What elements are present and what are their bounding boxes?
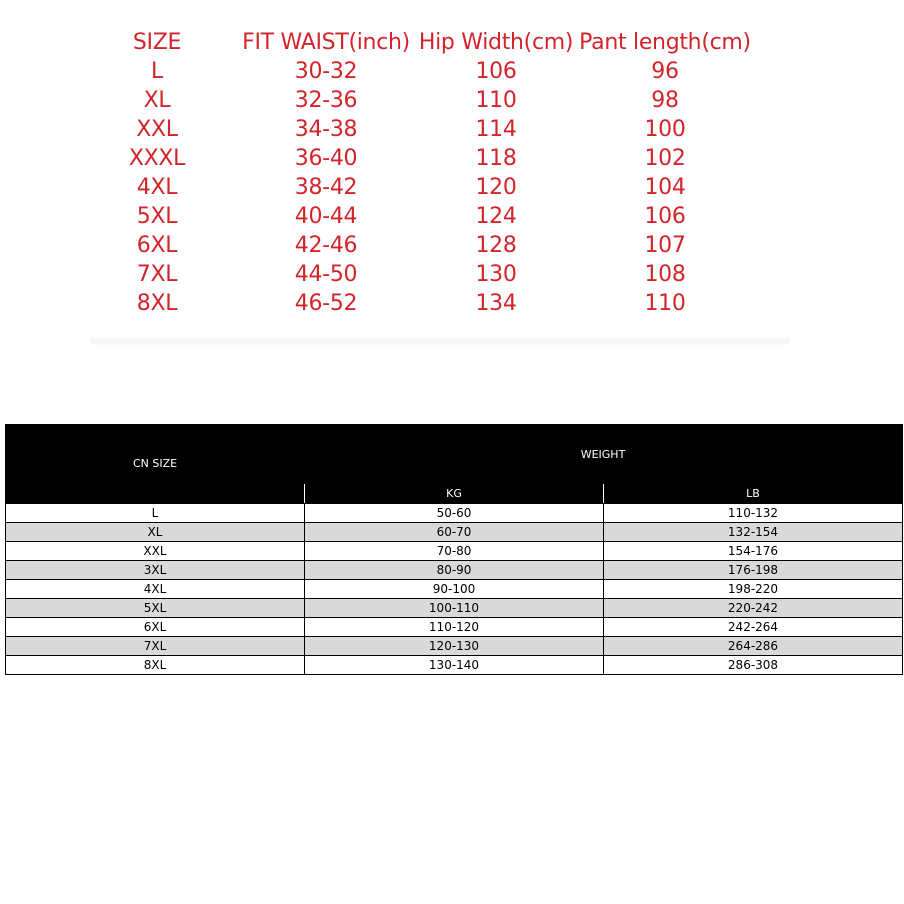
kg-header: KG [446,487,462,500]
size-chart-cell: 100 [644,117,686,142]
size-chart-header: Pant length(cm) [579,30,751,55]
table-cell: 130-140 [305,656,604,674]
size-chart-cell: L [151,59,163,84]
table-row [6,599,902,618]
table-row [6,637,902,656]
size-chart-cell: 104 [644,175,686,200]
header-divider [603,484,604,503]
size-chart-cell: 107 [644,233,686,258]
table-cell: 220-242 [727,601,779,615]
table-row [6,542,902,561]
size-chart-header: SIZE [132,30,182,55]
size-chart-cell: 108 [644,262,686,287]
size-chart-cell: 120 [475,175,517,200]
weight-header: WEIGHT [580,448,626,461]
table-cell: 80-90 [305,561,604,579]
table-row [6,504,902,523]
size-chart-cell: 7XL [136,262,178,287]
size-chart-cell: 46-52 [294,291,358,316]
table-cell: 50-60 [305,504,604,522]
size-chart-cell: 102 [644,146,686,171]
weight-chart-body [5,503,903,675]
size-chart-cell: 40-44 [294,204,358,229]
size-chart-cell: XXL [136,117,178,142]
table-cell: 100-110 [305,599,604,617]
table-cell: 132-154 [727,525,779,539]
divider-shadow [90,336,790,346]
weight-chart-header [5,424,903,503]
size-chart-cell: 34-38 [294,117,358,142]
size-chart-cell: 110 [475,88,517,113]
table-cell: 5XL [6,599,305,617]
table-cell: 264-286 [727,639,779,653]
size-chart-cell: 98 [651,88,679,113]
table-cell: 198-220 [727,582,779,596]
table-cell: 3XL [6,561,305,579]
table-cell: 110-120 [305,618,604,636]
table-cell: 4XL [6,580,305,598]
table-cell: 110-132 [727,506,779,520]
table-row [6,618,902,637]
size-chart-cell: 5XL [136,204,178,229]
size-chart-cell: 44-50 [294,262,358,287]
lb-header: LB [746,487,760,500]
table-cell: XXL [6,542,305,560]
size-chart-cell: 36-40 [294,146,358,171]
table-row [6,561,902,580]
size-chart-cell: 38-42 [294,175,358,200]
table-cell: 60-70 [305,523,604,541]
size-chart-cell: XL [143,88,171,113]
table-row [6,523,902,542]
table-cell: 70-80 [305,542,604,560]
table-cell: 90-100 [305,580,604,598]
size-chart [0,0,904,360]
table-row [6,656,902,674]
size-chart-cell: 130 [475,262,517,287]
table-cell: 120-130 [305,637,604,655]
table-cell: 7XL [6,637,305,655]
size-chart-cell: 32-36 [294,88,358,113]
table-cell: XL [6,523,305,541]
size-chart-cell: 134 [475,291,517,316]
table-cell: 242-264 [727,620,779,634]
size-chart-cell: 106 [475,59,517,84]
size-chart-cell: 118 [475,146,517,171]
table-cell: L [6,504,305,522]
table-cell: 154-176 [727,544,779,558]
size-chart-cell: XXXL [128,146,186,171]
size-chart-cell: 110 [644,291,686,316]
size-chart-cell: 114 [475,117,517,142]
size-chart-header: FIT WAIST(inch) [242,30,410,55]
table-cell: 8XL [6,656,305,674]
size-chart-header: Hip Width(cm) [418,30,574,55]
size-chart-cell: 4XL [136,175,178,200]
cn-size-header: CN SIZE [132,457,178,470]
size-chart-cell: 106 [644,204,686,229]
size-chart-cell: 8XL [136,291,178,316]
size-chart-cell: 42-46 [294,233,358,258]
size-chart-cell: 96 [651,59,679,84]
table-cell: 176-198 [727,563,779,577]
size-chart-cell: 6XL [136,233,178,258]
table-cell: 286-308 [727,658,779,672]
header-divider [304,484,305,503]
size-chart-cell: 128 [475,233,517,258]
table-cell: 6XL [6,618,305,636]
table-row [6,580,902,599]
size-chart-cell: 30-32 [294,59,358,84]
size-chart-cell: 124 [475,204,517,229]
